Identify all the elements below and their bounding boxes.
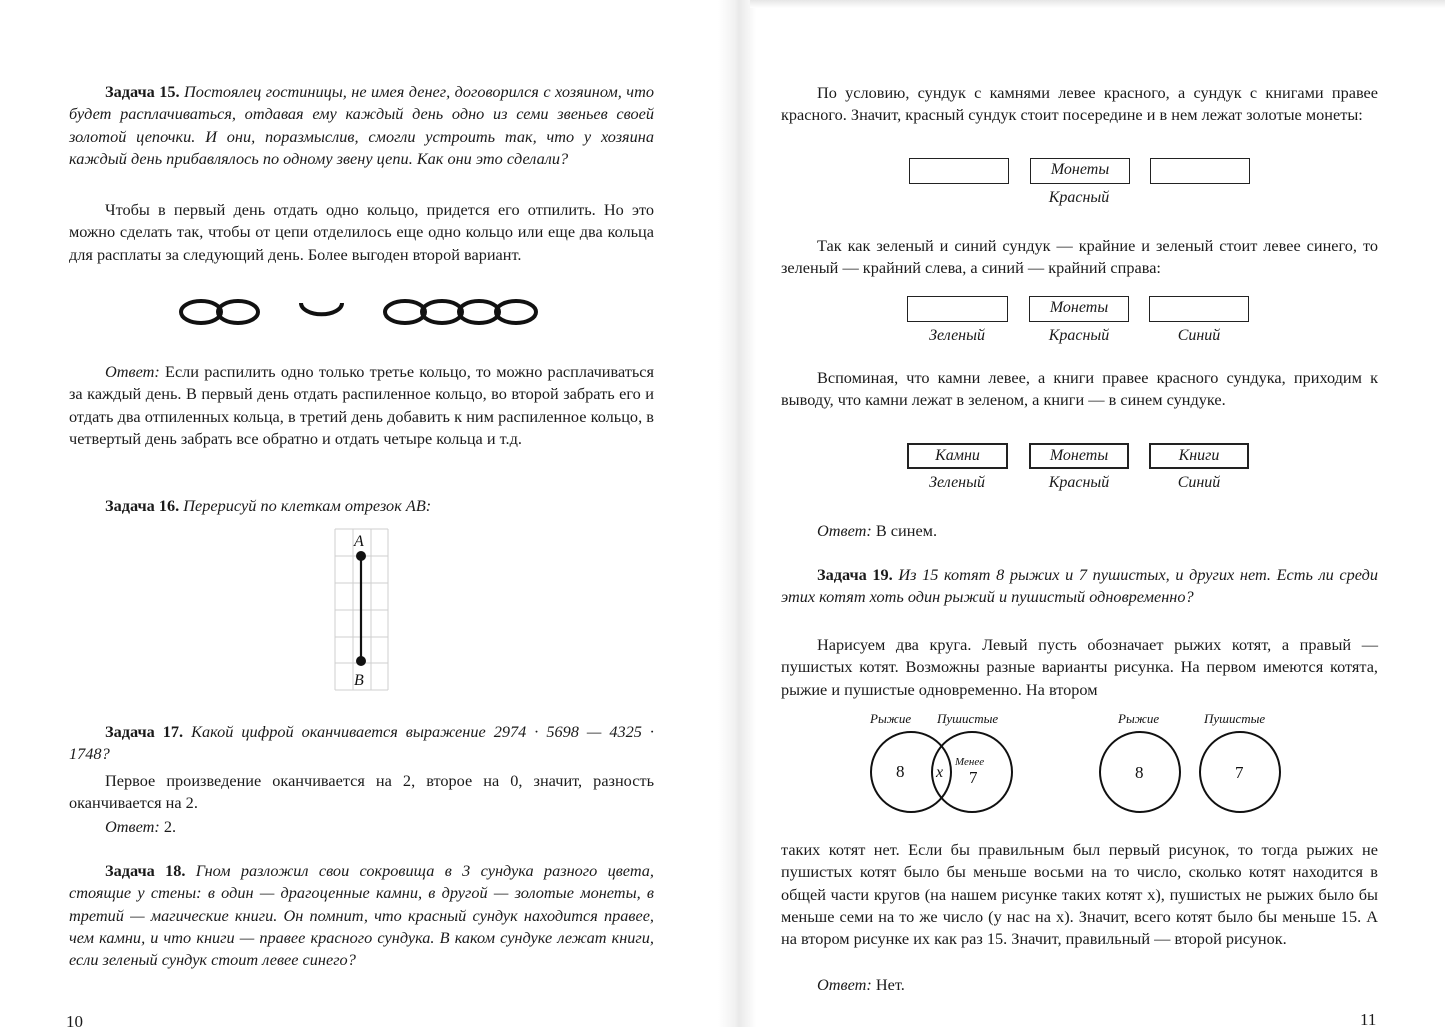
problem-18 — [69, 860, 654, 971]
problem-15-title: Задача 15. — [105, 82, 180, 101]
chest-box-empty — [907, 296, 1008, 322]
chest-label-green: Зеленый — [929, 474, 985, 491]
point-b — [356, 656, 366, 666]
chest-box-empty — [1150, 158, 1250, 184]
chest-box-books: Книги — [1149, 443, 1249, 469]
problem-16-title: Задача 16. — [105, 496, 180, 515]
answer-label: Ответ: — [105, 817, 160, 836]
chest-box-stones: Камни — [907, 443, 1008, 469]
venn-label-fluffy: Пушистые — [1204, 711, 1266, 726]
problem-19-answer — [781, 974, 1378, 996]
problem-19-text: Из 15 котят 8 рыжих и 7 пушистых, и других нет. Есть ли среди этих котят хоть один рыжий и пушистый одновременно? — [781, 565, 1378, 607]
chest-label-blue: Синий — [1177, 474, 1221, 491]
problem-18-answer — [781, 520, 1378, 542]
problem-17-title: Задача 17. — [105, 722, 184, 741]
problem-18-continued-2: Так как зеленый и синий сундук — крайние и зеленый стоит левее синего, то зеленый — крайний слева, а синий — крайний справа: — [781, 236, 1378, 278]
chest-label-green: Зеленый — [929, 327, 985, 344]
problem-17-solution: Первое произведение оканчивается на 2, второе на 0, значит, разность оканчивается на 2. — [69, 771, 654, 813]
problem-17 — [69, 721, 654, 766]
problem-19-solution-2: таких котят нет. Если бы правильным был первый рисунок, то тогда рыжих не пушистых котят было бы меньше восьми на то число, сколько котят находится в общей части кругов (на нашем рисунке таких котят x), пушистых не рыжих было бы меньше семи на то же число (у нас на x). Значит, всего котят было бы меньше 15. А на втором рисунке их как раз 15. Значит, правильный — второй рисунок. — [781, 840, 1378, 949]
venn-value-x: x — [936, 764, 944, 781]
chest-box-empty — [1149, 296, 1249, 322]
venn-diagram-overlapping — [862, 708, 1022, 813]
ring — [181, 301, 221, 323]
answer-text: Нет. — [875, 975, 905, 994]
venn-value-fluffy: 7 — [969, 768, 978, 787]
problem-18-continued-3: Вспоминая, что камни левее, а книги правее красного сундука, приходим к выводу, что камни лежат в зеленом, а книги — в синем сундуке. — [781, 368, 1378, 410]
answer-text: 2. — [163, 817, 177, 836]
ring — [385, 301, 425, 323]
problem-15-text: Постоялец гостиницы, не имея денег, договорился с хозяином, что будет расплачиваться, отдавая ему каждый день одно из семи звеньев своей золотой цепочки. И они, поразмыслив, смогли устроить так, что у хозяина каждый день прибавлялось по одному звену цепи. Как они это сделали? — [69, 82, 654, 168]
problem-15-solution: Чтобы в первый день отдать одно кольцо, придется его отпилить. Но это можно сделать так, чтобы от цепи отделилось еще одно кольцо или еще два кольца для расплаты за следующий день. Более выгоден второй вариант. — [69, 200, 654, 264]
segment-grid-diagram — [333, 528, 391, 692]
page-number-left: 10 — [66, 1012, 83, 1031]
problem-15-answer — [69, 361, 654, 450]
answer-label: Ответ: — [817, 975, 872, 994]
answer-text: Если распилить одно только третье кольцо, то можно расплачиваться за каждый день. В первый день отдать распиленное кольцо, во второй забрать его и отдать два отпиленных кольца, в третий день добавить к ним распиленное кольцо, в четвертый день забрать все обратно и отдать четыре кольца и т.д. — [69, 362, 654, 448]
chest-box-coins: Монеты — [1029, 443, 1129, 469]
venn-value-red: 8 — [896, 762, 905, 781]
problem-18-continued-1: По условию, сундук с камнями левее красного, а сундук с книгами правее красного. Значит, красный сундук стоит посередине и в нем лежат золотые монеты: — [781, 83, 1378, 125]
answer-text: В синем. — [875, 521, 938, 540]
label-b: B — [354, 672, 364, 689]
chest-label-red: Красный — [1048, 189, 1110, 206]
chest-box-coins: Монеты — [1029, 296, 1129, 322]
cut-ring — [301, 303, 342, 314]
answer-label: Ответ: — [817, 521, 872, 540]
problem-15 — [69, 81, 654, 170]
problem-17-text: Какой цифрой оканчивается выражение 2974 · 5698 — 4325 · 1748? — [69, 722, 654, 764]
ring — [496, 301, 536, 323]
venn-value-red: 8 — [1135, 763, 1144, 782]
problem-19-title: Задача 19. — [817, 565, 893, 584]
book-gutter — [718, 0, 756, 1027]
ring — [422, 301, 462, 323]
chest-box-empty — [909, 158, 1009, 184]
page-number-right: 11 — [1360, 1010, 1377, 1029]
venn-value-less: Менее — [955, 756, 985, 768]
venn-diagram-separate — [1095, 708, 1295, 813]
problem-16-text: Перерисуй по клеткам отрезок AB: — [183, 496, 432, 515]
venn-label-red: Рыжие — [1118, 711, 1160, 726]
problem-18-text: Гном разложил свои сокровища в 3 сундука разного цвета, стоящие у стены: в один — драгоценные камни, в другой — золотые монеты, в третий — магические книги. Он помнит, что красный сундук находится правее, чем камни, и что книги — правее красного сундука. В каком сундуке лежат книги, если зеленый сундук стоит левее синего? — [69, 861, 654, 970]
point-a — [356, 551, 366, 561]
problem-17-answer — [69, 816, 654, 838]
problem-16 — [69, 495, 654, 517]
chain-rings-diagram — [176, 294, 546, 330]
problem-19 — [781, 564, 1378, 609]
venn-value-fluffy: 7 — [1235, 763, 1244, 782]
ring — [218, 301, 258, 323]
venn-label-fluffy: Пушистые — [937, 711, 999, 726]
page-shadow — [750, 0, 1445, 8]
venn-label-red: Рыжие — [870, 711, 912, 726]
label-a: A — [354, 533, 364, 550]
ring — [459, 301, 499, 323]
problem-19-solution-1: Нарисуем два круга. Левый пусть обозначает рыжих котят, а правый — пушистых котят. Возможны разные варианты рисунка. На первом имеются котята, рыжие и пушистые одновременно. На втором — [781, 635, 1378, 699]
answer-label: Ответ: — [105, 362, 160, 381]
problem-18-title: Задача 18. — [105, 861, 186, 880]
chest-label-red: Красный — [1048, 474, 1110, 491]
chest-label-blue: Синий — [1177, 327, 1221, 344]
chest-box-coins: Монеты — [1030, 158, 1130, 184]
chest-label-red: Красный — [1048, 327, 1110, 344]
